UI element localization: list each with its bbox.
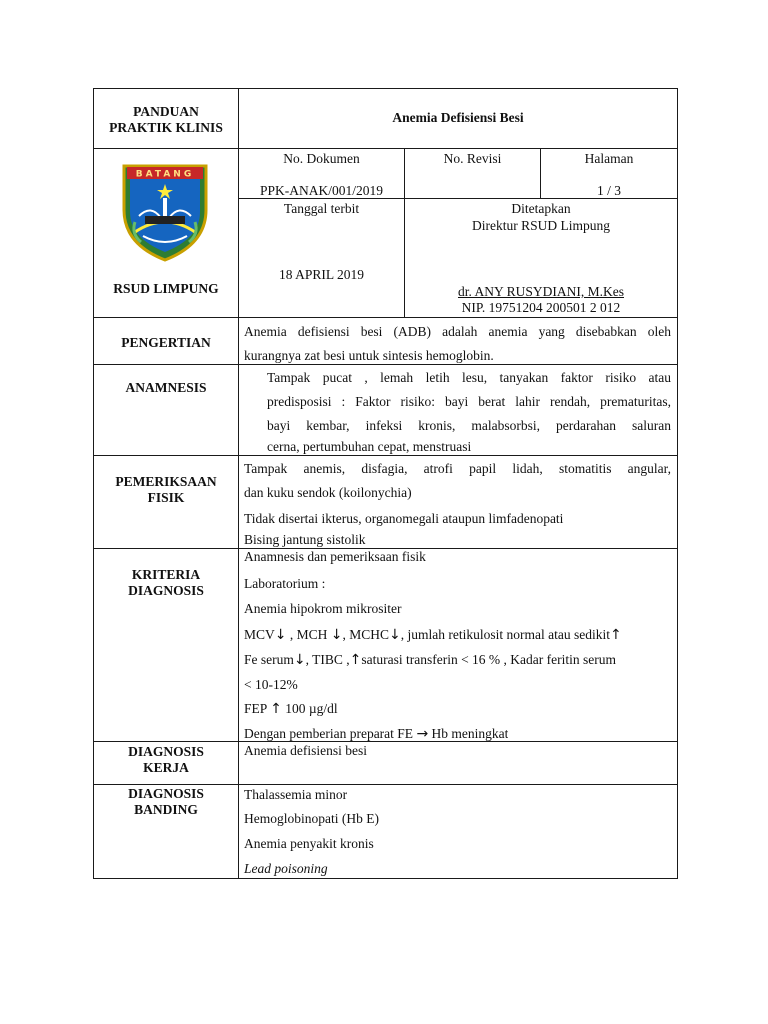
kriteria-line-7 [244,701,338,717]
panduan-title-line2: PRAKTIK KLINIS [109,120,223,135]
tanggal-terbit-label: Tanggal terbit [283,201,360,216]
pemeriksaan-label-line1: PEMERIKSAAN [115,474,217,489]
anamnesis-line-4: cerna, pertumbuhan cepat, menstruasi [267,439,472,454]
kriteria-line-2: Laboratorium : [244,576,326,591]
arrow-up-icon: ↑ [609,627,622,643]
tanggal-terbit-value: 18 APRIL 2019 [278,267,364,282]
pemeriksaan-label-line2: FISIK [147,490,185,505]
arrow-down-icon: ↓ [293,652,306,668]
ditetapkan-by: Direktur RSUD Limpung [472,218,610,233]
logo-banner-text: BATANG [135,169,195,180]
anamnesis-line-2: predisposisi : Faktor risiko: bayi berat lahir rendah, prematuritas, [267,394,671,409]
panduan-title-line1: PANDUAN [133,104,199,119]
saturasi-text: saturasi transferin < 16 % , Kadar feritin serum [361,652,617,667]
pengertian-label: PENGERTIAN [121,335,211,350]
arrow-up-icon: ↑ [270,701,282,717]
fe-serum-text: Fe serum [244,652,294,667]
mch-text: , MCH [289,627,328,642]
retikulosit-text: , jumlah retikulosit normal atau sedikit [400,627,610,642]
kriteria-line-4 [244,627,622,643]
kriteria-line-6: < 10-12% [244,677,298,692]
arrow-up-icon: ↑ [349,652,362,668]
diagnosis-banding-line-4: Lead poisoning [244,861,328,876]
kriteria-line-3: Anemia hipokrom mikrositer [244,601,402,616]
kriteria-line-1: Anamnesis dan pemeriksaan fisik [244,549,426,564]
fep-value: 100 µg/dl [285,701,338,716]
diagnosis-banding-line-3: Anemia penyakit kronis [244,836,374,851]
hb-meningkat-text: Hb meningkat [431,726,509,741]
pemeriksaan-line-3: Tidak disertai ikterus, organomegali ataupun limfadenopati [244,511,564,526]
fep-text: FEP [244,701,267,716]
mcv-text: MCV [244,627,275,642]
diagnosis-kerja-label-line1: DIAGNOSIS [128,744,204,759]
batang-regency-crest-icon [121,162,209,262]
kriteria-label-line1: KRITERIA [131,567,201,582]
diagnosis-kerja-label-line2: KERJA [143,760,189,775]
pemeriksaan-line-1: Tampak anemis, disfagia, atrofi papil lidah, stomatitis angular, [244,461,671,476]
hospital-name: RSUD LIMPUNG [113,281,219,296]
tibc-text: , TIBC , [305,652,350,667]
mchc-text: , MCHC [342,627,390,642]
ditetapkan-label: Ditetapkan [511,201,571,216]
diagnosis-banding-line-1: Thalassemia minor [244,787,348,802]
anamnesis-line-1: Tampak pucat , lemah letih lesu, tanyakan faktor risiko atau [267,370,671,385]
pengertian-line-2: kurangnya zat besi untuk sintesis hemoglobin. [244,348,494,363]
kriteria-line-5 [244,652,616,668]
pemeriksaan-line-4: Bising jantung sistolik [244,532,366,547]
halaman-value: 1 / 3 [596,183,621,198]
halaman-label: Halaman [584,151,634,166]
no-dokumen-label: No. Dokumen [283,151,360,166]
pemeriksaan-line-2: dan kuku sendok (koilonychia) [244,485,412,500]
no-dokumen-value: PPK-ANAK/001/2019 [259,183,383,198]
diagnosis-banding-line-2: Hemoglobinopati (Hb E) [244,811,379,826]
signer-nip: NIP. 19751204 200501 2 012 [461,300,621,315]
no-revisi-label: No. Revisi [443,151,502,166]
anamnesis-label: ANAMNESIS [125,380,207,395]
diagnosis-banding-label-line1: DIAGNOSIS [128,786,204,801]
diagnosis-banding-label-line2: BANDING [134,802,198,817]
anamnesis-line-3: bayi kembar, infeksi kronis, malabsorbsi, perdarahan saluran [267,418,671,433]
pengertian-line-1: Anemia defisiensi besi (ADB) adalah anemia yang disebabkan oleh [244,324,671,339]
arrow-down-icon: ↓ [389,627,401,643]
fe-preparat-text: Dengan pemberian preparat FE [244,726,414,741]
arrow-down-icon: ↓ [330,627,343,643]
kriteria-label-line2: DIAGNOSIS [128,583,204,598]
signer-name: dr. ANY RUSYDIANI, M.Kes [457,284,624,299]
diagnosis-kerja-line-1: Anemia defisiensi besi [244,743,367,758]
document-title: Anemia Defisiensi Besi [392,110,524,125]
arrow-right-icon: → [416,726,429,741]
arrow-down-icon: ↓ [274,627,287,643]
kriteria-line-8 [244,726,508,741]
